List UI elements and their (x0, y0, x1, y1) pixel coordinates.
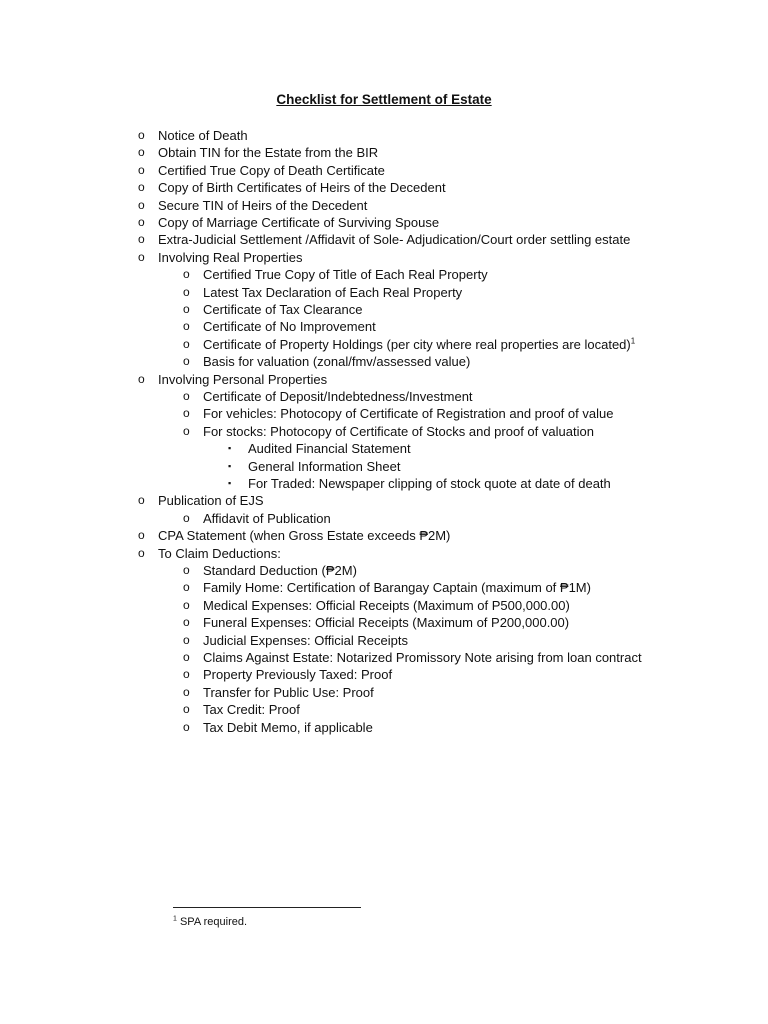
checklist-item (0, 301, 768, 318)
circle-bullet-icon: o (183, 719, 190, 734)
circle-bullet-icon: o (183, 563, 190, 577)
checklist-item-text (203, 666, 392, 683)
footnote-mark: 1 (173, 915, 177, 923)
checklist-item-text (158, 527, 450, 544)
checklist-item-label: For vehicles: Photocopy of Certificate of Registration and proof of value (203, 406, 614, 422)
checklist-item-text (158, 371, 327, 388)
circle-bullet-icon: o (138, 493, 145, 508)
checklist-item (0, 458, 768, 475)
checklist-item (0, 510, 768, 527)
checklist-item (0, 127, 768, 144)
checklist-item (0, 405, 768, 422)
checklist-item-label: Basis for valuation (zonal/fmv/assessed value) (203, 354, 471, 370)
checklist-item-text (158, 179, 446, 196)
checklist-item-label: Medical Expenses: Official Receipts (Maximum of P500,000.00) (203, 597, 570, 613)
circle-bullet-icon: o (138, 215, 145, 229)
checklist-item (0, 719, 768, 736)
checklist-item-text (203, 701, 300, 718)
checklist-item (0, 423, 768, 440)
footnote (173, 915, 247, 929)
checklist-item-label: Judicial Expenses: Official Receipts (203, 632, 408, 648)
circle-bullet-icon: o (138, 545, 145, 560)
checklist-item (0, 231, 768, 248)
checklist-item-text (203, 266, 488, 283)
checklist-item (0, 649, 768, 666)
checklist-item-label: Notice of Death (158, 128, 248, 143)
checklist-item-label: Copy of Marriage Certificate of Surviving Spouse (158, 215, 440, 230)
checklist-item-label: Affidavit of Publication (203, 510, 331, 526)
checklist-item-label: Property Previously Taxed: Proof (203, 667, 393, 683)
checklist-item-label: Certificate of No Improvement (203, 319, 376, 335)
checklist-item-text (203, 301, 362, 318)
circle-bullet-icon: o (138, 197, 145, 212)
circle-bullet-icon: o (183, 406, 190, 421)
circle-bullet-icon: o (183, 632, 190, 647)
footnote-reference: 1 (630, 336, 636, 346)
checklist-item (0, 266, 768, 283)
checklist-item (0, 388, 768, 405)
circle-bullet-icon: o (183, 597, 190, 612)
checklist-item-text (158, 249, 303, 266)
checklist-item-text (158, 144, 378, 161)
checklist-item-label: Secure TIN of Heirs of the Decedent (158, 197, 368, 213)
checklist-item-text (158, 492, 264, 509)
checklist-item-label: To Claim Deductions: (158, 545, 281, 561)
circle-bullet-icon: o (183, 667, 190, 682)
checklist-item-label: CPA Statement (when Gross Estate exceeds ₱2M) (158, 528, 451, 544)
checklist-item (0, 545, 768, 562)
checklist-item (0, 284, 768, 301)
checklist-item-text (158, 197, 367, 214)
checklist-item-label: Publication of EJS (158, 493, 264, 509)
checklist-item-text (203, 405, 613, 422)
circle-bullet-icon: o (183, 580, 190, 595)
checklist-item-label: Certificate of Deposit/Indebtedness/Investment (203, 389, 473, 404)
checklist-item-text (203, 353, 470, 370)
circle-bullet-icon: o (138, 528, 145, 543)
checklist-item-label: Certificate of Property Holdings (per city where real properties are located) (203, 336, 631, 352)
checklist-item-label: Copy of Birth Certificates of Heirs of the Decedent (158, 180, 446, 196)
checklist-item (0, 162, 768, 179)
checklist-item-text (203, 684, 374, 701)
footnote-text: SPA required. (179, 916, 248, 928)
checklist-item (0, 614, 768, 631)
checklist-item (0, 492, 768, 509)
circle-bullet-icon: o (183, 423, 190, 438)
checklist-item (0, 318, 768, 335)
square-bullet-icon: ▪ (228, 460, 232, 471)
checklist-item (0, 179, 768, 196)
checklist-item-text (203, 284, 462, 301)
checklist-item-label: For Traded: Newspaper clipping of stock quote at date of death (248, 476, 611, 491)
checklist-item-text (203, 579, 591, 596)
checklist-item-text (158, 231, 630, 248)
checklist-item (0, 144, 768, 161)
checklist-item-text (203, 318, 376, 335)
checklist-item (0, 249, 768, 266)
checklist-item-label: Tax Debit Memo, if applicable (203, 719, 373, 735)
checklist-item-text (158, 162, 385, 179)
checklist-item-text (203, 597, 570, 614)
checklist-item (0, 475, 768, 492)
square-bullet-icon: ▪ (228, 443, 232, 454)
checklist-item-text (248, 475, 611, 492)
checklist-item (0, 597, 768, 614)
circle-bullet-icon: o (183, 319, 190, 334)
circle-bullet-icon: o (183, 650, 190, 664)
checklist-item-label: Transfer for Public Use: Proof (203, 684, 374, 700)
checklist-item-text (203, 649, 642, 666)
checklist-item (0, 666, 768, 683)
circle-bullet-icon: o (138, 180, 145, 195)
checklist-item-text (203, 719, 373, 736)
checklist-item-text (203, 423, 594, 440)
checklist-item-text (203, 336, 635, 353)
circle-bullet-icon: o (183, 510, 190, 525)
checklist-item-text (203, 562, 357, 579)
checklist-item (0, 632, 768, 649)
checklist-item-label: Involving Personal Properties (158, 371, 328, 387)
circle-bullet-icon: o (138, 371, 145, 386)
checklist-item-label: Standard Deduction (₱2M) (203, 563, 357, 578)
checklist-item-text (203, 614, 569, 631)
checklist-item-text (248, 440, 411, 457)
checklist-item-label: Extra-Judicial Settlement /Affidavit of Sole- Adjudication/Court order settling estate (158, 232, 631, 248)
checklist-item-label: Tax Credit: Proof (203, 702, 300, 718)
checklist-item-label: Certified True Copy of Death Certificate (158, 162, 385, 178)
checklist-item-label: Funeral Expenses: Official Receipts (Maximum of P200,000.00) (203, 615, 570, 631)
checklist-item-label: Certified True Copy of Title of Each Real Property (203, 267, 488, 283)
checklist-item-text (158, 214, 439, 231)
checklist-item-label: Family Home: Certification of Barangay Captain (maximum of ₱1M) (203, 580, 591, 596)
checklist-item-text (158, 127, 248, 144)
checklist-item (0, 684, 768, 701)
checklist-item-text (158, 545, 281, 562)
checklist-item-text (203, 388, 473, 405)
checklist-item-text (248, 458, 400, 475)
circle-bullet-icon: o (138, 145, 145, 160)
checklist-item (0, 579, 768, 596)
checklist-item-label: Claims Against Estate: Notarized Promissory Note arising from loan contract (203, 650, 642, 665)
checklist-item-text (203, 510, 331, 527)
circle-bullet-icon: o (183, 336, 190, 351)
circle-bullet-icon: o (138, 162, 145, 177)
checklist-item-label: Latest Tax Declaration of Each Real Property (203, 284, 463, 300)
footnote-separator (173, 907, 361, 908)
circle-bullet-icon: o (183, 389, 190, 403)
checklist-item-label: General Information Sheet (248, 458, 401, 474)
checklist-item (0, 353, 768, 370)
checklist-item (0, 371, 768, 388)
checklist-item-label: Audited Financial Statement (248, 441, 411, 457)
page-title: Checklist for Settlement of Estate (276, 92, 492, 107)
circle-bullet-icon: o (138, 249, 145, 264)
checklist-item (0, 701, 768, 718)
circle-bullet-icon: o (138, 232, 145, 247)
checklist-item (0, 336, 768, 353)
checklist-item (0, 527, 768, 544)
circle-bullet-icon: o (183, 267, 190, 282)
circle-bullet-icon: o (183, 302, 190, 316)
checklist-item (0, 440, 768, 457)
circle-bullet-icon: o (183, 684, 190, 699)
checklist-item-label: Obtain TIN for the Estate from the BIR (158, 145, 379, 161)
checklist-item-text (203, 632, 408, 649)
checklist-item (0, 562, 768, 579)
circle-bullet-icon: o (183, 284, 190, 299)
circle-bullet-icon: o (138, 128, 145, 142)
checklist-item-label: Certificate of Tax Clearance (203, 302, 363, 317)
circle-bullet-icon: o (183, 615, 190, 630)
circle-bullet-icon: o (183, 702, 190, 717)
circle-bullet-icon: o (183, 354, 190, 369)
checklist-item (0, 214, 768, 231)
checklist-item-label: Involving Real Properties (158, 249, 303, 265)
checklist-item (0, 197, 768, 214)
checklist-item-label: For stocks: Photocopy of Certificate of Stocks and proof of valuation (203, 423, 594, 439)
square-bullet-icon: ▪ (228, 478, 232, 488)
